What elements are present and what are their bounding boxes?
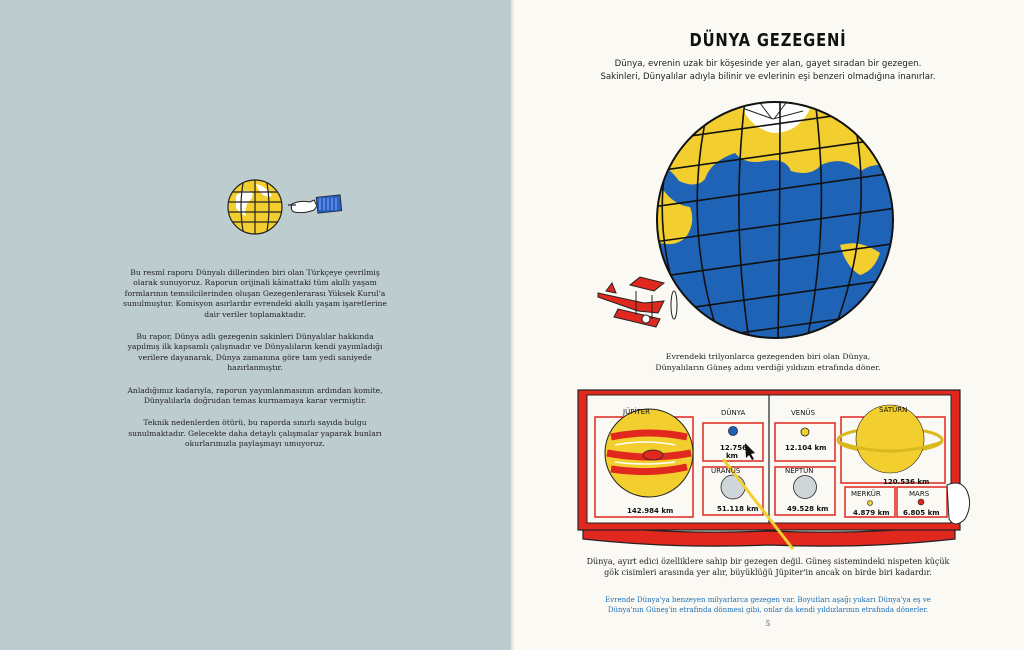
planet-size-book-illustration [575,385,975,551]
intro-text-block [120,268,390,462]
intro-paragraph-1: Bu resmî raporu Dünyalı dillerinden biri olan Türkçeye çevrilmiş olarak sunuyoruz. Raporun orijinali kâinattaki tüm akıllı yaşam formlarının temsilcilerinden oluşan Gezegenlerarası Yüksek Kurul'a sunulmuştur. Komisyon asırlardır evrendeki akıllı yaşam işaretlerine dair veriler toplamaktadır. [123,268,387,319]
planet-size-mars: 6.805 km [903,509,940,517]
comparison-caption [512,556,1024,578]
planet-label-earth: DÜNYA [721,409,746,417]
footnote-line-2: Dünya'nın Güneş'in etrafında dönmesi gibi, onlar da kendi yıldızlarının etrafında dönerler. [607,605,929,614]
planet-label-uranus: URANÜS [711,467,741,475]
intro-paragraph-2: Bu rapor, Dünya adlı gezegenin sakinleri Dünyalılar hakkında yapılmış ilk kapsamlı çalışmadır ve Dünyalıların kendi yayımladığı verilere dayanarak, Dünya zamanına göre tam yedi saniyede hazırlanmıştır. [127,332,383,373]
planet-size-neptune: 49.528 km [787,505,829,513]
planet-size-uranus: 51.118 km [717,505,759,513]
planet-size-earth-value: 12.756 [720,444,748,452]
subtitle-line-1: Dünya, evrenin uzak bir köşesinde yer alan, gayet sıradan bir gezegen. [614,59,922,69]
planet-size-venus: 12.104 km [785,444,827,452]
planet-size-mercury: 4.879 km [853,509,890,517]
biplane-illustration [598,277,677,327]
page-title: DÜNYA GEZEGENİ [689,30,847,51]
planet-size-saturn: 120.536 km [883,478,930,486]
planet-label-venus: VENÜS [791,409,816,417]
comparison-caption-line-2: gök cisimleri arasında yer alır, büyüklüğü Jüpiter'in ancak on birde biri kadardır. [604,568,932,577]
planet-size-earth-unit: km [726,452,738,460]
planet-label-mercury: MERKÜR [851,490,881,498]
comparison-caption-line-1: Dünya, ayırt edici özelliklere sahip bir gezegen değil. Güneş sistemindeki nispeten küçük [586,557,950,566]
footnote-line-1: Evrende Dünya'ya benzeyen milyarlarca gezegen var. Boyutları aşağı yukarı Dünya'ya eş ve [605,596,931,604]
planet-label-jupiter: JÜPİTER [623,408,651,416]
intro-paragraph-4: Teknik nedenlerden ötürü, bu raporda sınırlı sayıda bulgu sunulmaktadır. Gelecekte daha detaylı çalışmalar yaparak bunları okurlarımızla paylaşmayı umuyoruz. [128,418,382,449]
subtitle-line-2: Sakinleri, Dünyalılar adıyla bilinir ve evlerinin eşi benzeri olmadığına inanırlar. [600,71,936,82]
globe-caption-line-1: Evrendeki trilyonlarca gezegenden biri olan Dünya, [665,352,871,361]
earth-globe-illustration [590,95,910,345]
globe-caption-line-2: Dünyalıların Güneş adını verdiği yıldızın etrafında döner. [655,362,881,372]
pointing-hand-globe-illustration [226,178,346,236]
page-subtitle [512,58,1024,83]
book-gutter [509,0,515,650]
planet-label-mars: MARS [909,490,930,498]
planet-size-jupiter: 142.984 km [627,507,674,515]
blue-footnote [512,596,1024,615]
globe-caption [512,352,1024,374]
planet-label-saturn: SATÜRN [879,406,908,414]
planet-label-neptune: NEPTÜN [785,467,814,475]
intro-paragraph-3: Anladığımız kadarıyla, raporun yayımlanmasının ardından komite, Dünyalılarla doğrudan temas kurmamaya karar vermiştir. [127,385,383,406]
page-number: 5 [765,620,771,628]
